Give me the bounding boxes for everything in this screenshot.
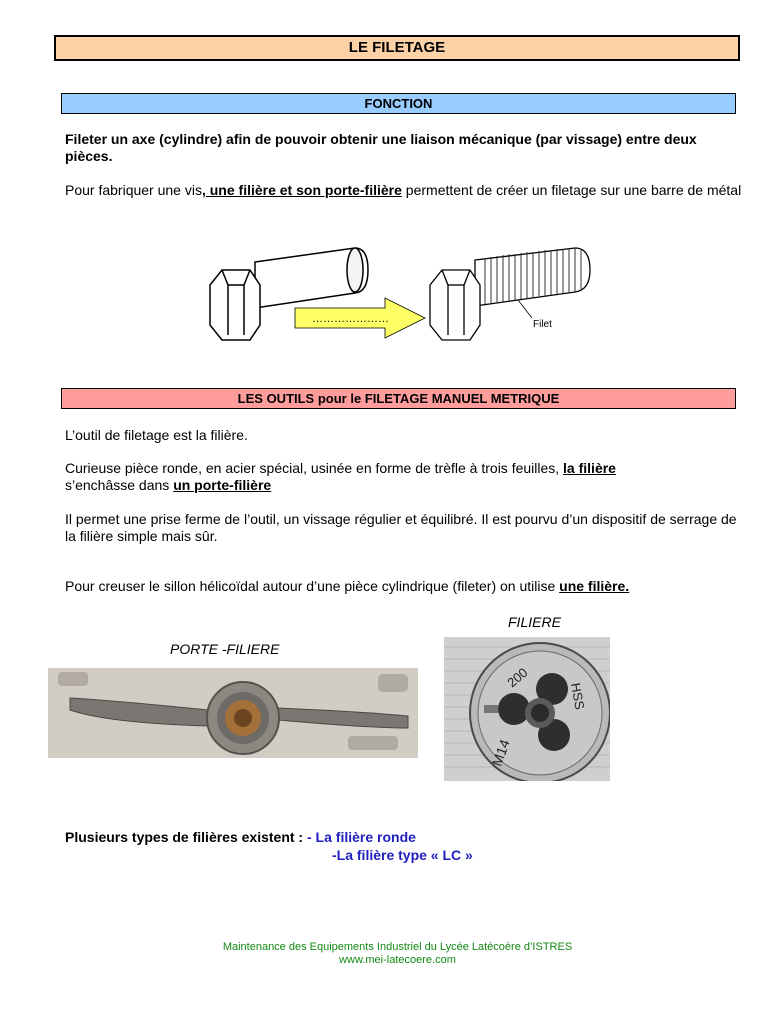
caption-porte-filiere: PORTE -FILIERE bbox=[170, 641, 280, 657]
p2-text-d: un porte-filière bbox=[173, 477, 272, 493]
types-label: Plusieurs types de filières existent : bbox=[65, 829, 307, 845]
footer-line-1: Maintenance des Equipements Industriel du Lycée Latécoère d’ISTRES bbox=[222, 941, 573, 953]
p2-text-a: Pour fabriquer une vis bbox=[65, 182, 202, 198]
caption-filiere: FILIERE bbox=[508, 614, 561, 630]
section-heading-outils: LES OUTILS pour le FILETAGE MANUEL METRIQUE bbox=[61, 388, 736, 409]
filet-label: Filet bbox=[533, 319, 552, 330]
footer-line-2: www.mei-latecoere.com bbox=[339, 954, 456, 966]
outils-paragraph-4 bbox=[65, 578, 745, 595]
porte-filiere-image bbox=[48, 668, 418, 758]
outils-paragraph-2 bbox=[65, 460, 745, 494]
p2-text-b: , une filière et son porte-filière bbox=[201, 182, 402, 198]
die-text-hss: HSS bbox=[568, 681, 588, 711]
types-line-2 bbox=[332, 847, 732, 864]
bolt-illustration bbox=[200, 240, 600, 345]
fonction-paragraph-1: Fileter un axe (cylindre) afin de pouvoir obtenir une liaison mécanique (par vissage) entre deux pièces. bbox=[65, 131, 697, 164]
outils-paragraph-1: L’outil de filetage est la filière. bbox=[65, 427, 248, 443]
p2-text-c: s’enchâsse dans bbox=[65, 477, 174, 493]
p2-text-a: Curieuse pièce ronde, en acier spécial, usinée en forme de trèfle à trois feuilles, bbox=[65, 460, 564, 476]
p2-text-b: la filière bbox=[563, 460, 616, 476]
p4-text-b: une filière. bbox=[559, 578, 630, 594]
p4-text-a: Pour creuser le sillon hélicoïdal autour d’une pièce cylindrique (fileter) on utilise bbox=[65, 578, 560, 594]
die-text-m14: M14 bbox=[488, 737, 513, 769]
types-line-1 bbox=[65, 829, 745, 846]
page-title: LE FILETAGE bbox=[54, 35, 740, 61]
filiere-image bbox=[444, 637, 610, 781]
section-heading-fonction: FONCTION bbox=[61, 93, 736, 114]
die-text-200: 200 bbox=[504, 664, 531, 691]
fonction-paragraph-2 bbox=[65, 182, 745, 199]
arrow-label: ………………… bbox=[312, 313, 389, 325]
type-lc: -La filière type « LC » bbox=[332, 847, 473, 863]
outils-paragraph-3: Il permet une prise ferme de l’outil, un vissage régulier et équilibré. Il est pourvu d’un dispositif de serrage de la filière simple mais sûr. bbox=[65, 511, 737, 544]
threaded-bolt-icon bbox=[430, 248, 590, 340]
type-ronde: - La filière ronde bbox=[307, 829, 416, 845]
p2-text-c: permettent de créer un filetage sur une barre de métal bbox=[401, 182, 742, 198]
